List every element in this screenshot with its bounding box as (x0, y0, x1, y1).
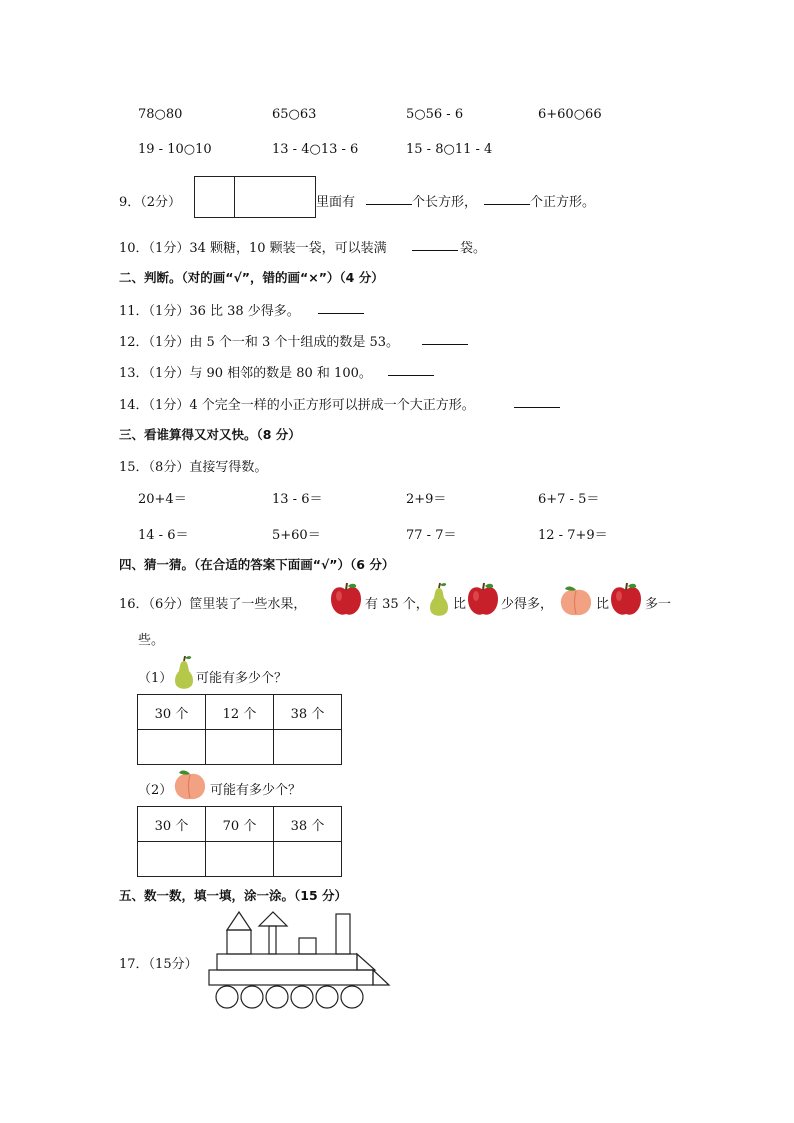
option-label: 38 个 (274, 807, 342, 842)
option-label: 70 个 (206, 807, 274, 842)
compare-item: 65○63 (272, 107, 317, 122)
question-text: 多一 (645, 597, 672, 612)
option-label: 38 个 (274, 695, 342, 730)
calc-item: 6+7 - 5＝ (538, 492, 600, 507)
question-text: 有 35 个， (365, 597, 429, 612)
answer-cell[interactable] (138, 730, 206, 765)
calc-item: 77 - 7＝ (406, 528, 457, 543)
question-text: 里面有 (316, 195, 356, 210)
answer-blank[interactable] (484, 191, 530, 205)
question-text: 比 (453, 597, 467, 612)
shape-train-figure (205, 908, 393, 1012)
pear-icon (172, 655, 196, 691)
question-text: 个正方形。 (530, 195, 596, 210)
answer-blank[interactable] (366, 191, 412, 205)
question-text: 16．（6分）筐里装了一些水果， (119, 597, 307, 612)
subquestion-text: 可能有多少个？ (196, 671, 288, 686)
section-heading: 五、数一数，填一填，涂一涂。（15 分） (119, 888, 347, 903)
question-text: 13．（1分）与 90 相邻的数是 80 和 100。 (119, 366, 372, 381)
question-text: 个长方形， (412, 195, 478, 210)
answer-table (137, 806, 342, 877)
question-text: 10．（1分）34 颗糖，10 颗装一袋，可以装满 (119, 241, 387, 256)
option-label: 30 个 (138, 807, 206, 842)
answer-cell[interactable] (206, 842, 274, 877)
compare-item: 13 - 4○13 - 6 (272, 142, 359, 157)
section-heading: 四、猜一猜。（在合适的答案下面画“√”）（6 分） (119, 557, 395, 572)
question-text: 些。 (138, 633, 165, 648)
question-text: 17．（15分） (119, 957, 198, 972)
calc-item: 5+60＝ (272, 528, 321, 543)
compare-item: 78○80 (138, 107, 183, 122)
peach-icon (172, 768, 208, 802)
question-label: 9．（2分） (119, 195, 182, 210)
pear-icon (427, 582, 451, 618)
calc-item: 13 - 6＝ (272, 492, 323, 507)
apple-icon (329, 582, 363, 618)
option-label: 12 个 (206, 695, 274, 730)
apple-icon (466, 582, 500, 618)
answer-cell[interactable] (274, 730, 342, 765)
question-text: 11．（1分）36 比 38 少得多。 (119, 304, 300, 319)
answer-cell[interactable] (274, 842, 342, 877)
calc-item: 12 - 7+9＝ (538, 528, 608, 543)
question-text: 比 (596, 597, 610, 612)
section-heading: 二、判断。（对的画“√”，错的画“×”）（4 分） (119, 270, 384, 285)
question-text: 袋。 (460, 241, 487, 256)
peach-icon (558, 584, 594, 618)
question-text: 少得多， (501, 597, 554, 612)
question-text: 12．（1分）由 5 个一和 3 个十组成的数是 53。 (119, 335, 400, 350)
subquestion-number: （1） (138, 671, 173, 686)
compare-item: 19 - 10○10 (138, 142, 212, 157)
answer-blank[interactable] (318, 300, 364, 314)
compare-item: 5○56 - 6 (406, 107, 464, 122)
subquestion-number: （2） (138, 783, 173, 798)
question-text: 14．（1分）4 个完全一样的小正方形可以拼成一个大正方形。 (119, 398, 475, 413)
answer-cell[interactable] (206, 730, 274, 765)
answer-blank[interactable] (422, 331, 468, 345)
section-heading: 三、看谁算得又对又快。（8 分） (119, 427, 301, 442)
calc-item: 2+9＝ (406, 492, 447, 507)
answer-cell[interactable] (138, 842, 206, 877)
answer-blank[interactable] (412, 237, 458, 251)
calc-item: 20+4＝ (138, 492, 187, 507)
compare-item: 15 - 8○11 - 4 (406, 142, 493, 157)
answer-blank[interactable] (388, 362, 434, 376)
option-label: 30 个 (138, 695, 206, 730)
compare-item: 6+60○66 (538, 107, 602, 122)
apple-icon (609, 582, 643, 618)
answer-blank[interactable] (514, 394, 560, 408)
calc-item: 14 - 6＝ (138, 528, 189, 543)
rectangle-figure (194, 176, 316, 218)
subquestion-text: 可能有多少个？ (210, 783, 302, 798)
answer-table (137, 694, 342, 765)
question-text: 15．（8分）直接写得数。 (119, 460, 268, 475)
